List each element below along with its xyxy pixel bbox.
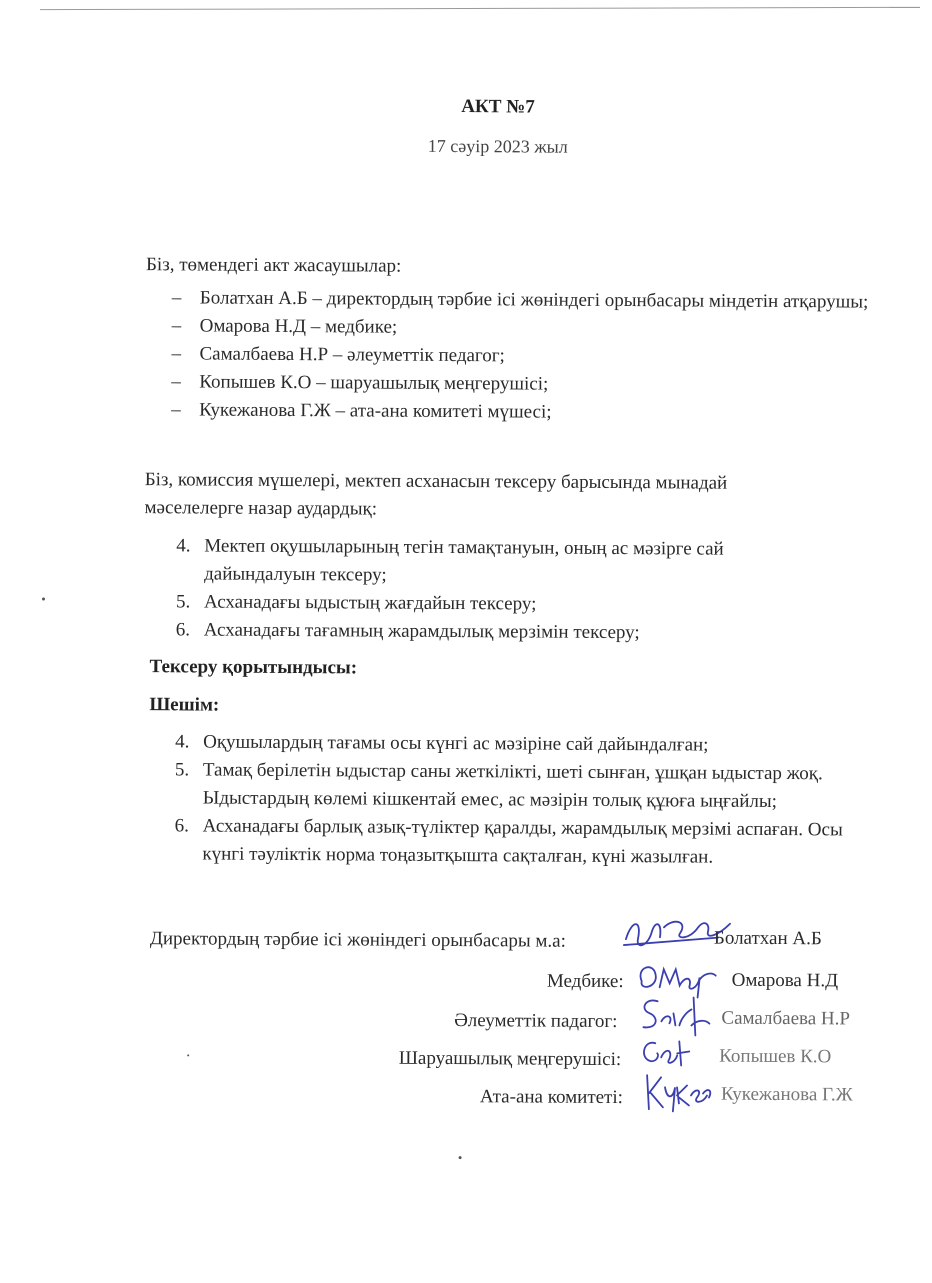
list-item [175, 756, 855, 816]
signature-name: Копышев К.О [719, 1045, 832, 1068]
item-number: 4. [175, 731, 190, 753]
scan-speck [459, 1156, 462, 1159]
signature-label: Әлеуметтік падагог: [454, 1010, 618, 1033]
item-text: Оқушылардың тағамы осы күнгі ас мәзіріне сай дайындалған; [203, 731, 709, 756]
decision-list [174, 728, 855, 872]
scan-speck [187, 1054, 189, 1056]
list-item [176, 532, 816, 592]
item-text: Мектеп оқушыларының тегін тамақтануын, оның ас мәзірге сай дайындалуын тексеру; [204, 535, 724, 586]
signature-mark [637, 1067, 717, 1117]
signature-label: Ата-ана комитеті: [479, 1086, 624, 1109]
list-item [174, 812, 854, 872]
item-text: Тамақ берілетін ыдыстар саны жеткілікті, шеті сынған, ұшқан ыдыстар жоқ. Ыдыстардың көлемі кішкентай емес, ас мәзірін толық құюға ыңғайлы; [202, 759, 823, 813]
list-item: – Кукежанова Г.Ж – ата-ана комитеті мүшесі; [171, 396, 871, 428]
item-text: Асханадағы барлық азық-түліктер қаралды, жарамдылық мерзімі аспаған. Осы күнгі тәуліктік норма тоңазытқышта сақталған, күні жазылған. [202, 815, 843, 868]
signature-label: Шаруашылық меңгерушісі: [398, 1047, 622, 1071]
list-item [176, 616, 816, 648]
list-item: – Болатхан А.Б – директордың тәрбие ісі жөніндегі орынбасары міндетін атқарушы; [172, 284, 872, 316]
document-date: 17 сәуір 2023 жыл [427, 135, 568, 157]
item-number: 6. [175, 619, 191, 641]
list-item [175, 728, 855, 760]
item-number: 5. [175, 591, 191, 613]
signature-name: Болатхан А.Б [713, 927, 822, 950]
signature-label: Директордың тәрбие ісі жөніндегі орынбасары м.а: [149, 928, 566, 952]
item-number: 4. [176, 535, 191, 557]
signature-name: Омарова Н.Д [731, 969, 839, 992]
item-text: Асханадағы ыдыстың жағдайын тексеру; [203, 591, 537, 615]
list-item: – Самалбаева Н.Р – әлеуметтік педагог; [171, 340, 871, 372]
signature-name: Кукежанова Г.Ж [720, 1083, 853, 1106]
scan-speck [42, 598, 45, 601]
item-number: 6. [174, 815, 189, 837]
signature-name: Самалбаева Н.Р [721, 1007, 851, 1030]
task-list [176, 532, 817, 648]
intro-text: Біз, төмендегі акт жасаушылар: [145, 254, 402, 277]
signature-label: Медбике: [546, 970, 624, 993]
member-list [171, 284, 872, 428]
list-item: – Копышев К.О – шаруашылық меңгерушісі; [171, 368, 871, 400]
decision-heading: Шешім: [149, 694, 220, 716]
signature-row [150, 928, 566, 953]
item-number: 5. [174, 759, 190, 781]
list-item: – Омарова Н.Д – медбике; [172, 312, 872, 344]
document-title: АКТ №7 [461, 96, 535, 118]
item-text: Асханадағы тағамның жарамдылық мерзімін тексеру; [203, 619, 640, 644]
commission-paragraph: Біз, комиссия мүшелері, мектеп асханасын тексеру барысында мынадай мәселелерге назар аудардық: [144, 469, 728, 520]
conclusion-heading: Тексеру қорытындысы: [149, 656, 358, 679]
list-item [176, 588, 816, 620]
